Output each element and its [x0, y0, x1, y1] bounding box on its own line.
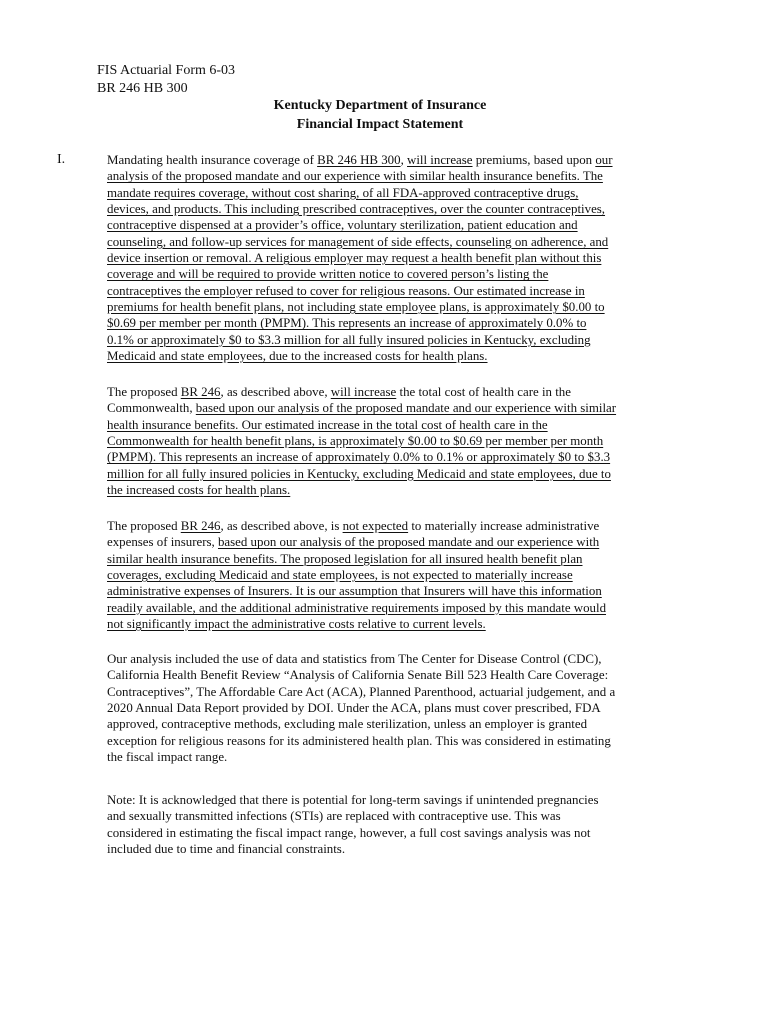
text-line [107, 201, 657, 217]
text-line [107, 384, 657, 400]
paragraph-analysis-sources [107, 651, 657, 765]
text-line [107, 616, 657, 632]
text-run: Our analysis included the use of data and statistics from The Center for Disease Control (CDC), [107, 652, 602, 666]
text-line [107, 518, 657, 534]
text-line [107, 283, 657, 299]
text-run: , [400, 153, 408, 167]
text-line [107, 651, 657, 667]
underlined-text: premiums for health benefit plans, not including state employee plans, is approximately $0.00 to [107, 300, 605, 315]
text-line [107, 185, 657, 201]
text-run: Contraceptives”, The Affordable Care Act (ACA), Planned Parenthood, actuarial judgement, and a [107, 684, 616, 699]
text-run: premiums, based upon [472, 153, 596, 167]
text-line [107, 583, 657, 599]
underlined-text: analysis of the proposed mandate and our experience with similar health insurance benefits. The [107, 169, 603, 184]
underlined-text: will increase [330, 385, 397, 399]
text-line [107, 266, 657, 282]
text-line [107, 299, 657, 315]
underlined-text: mandate requires coverage, without cost sharing, of all FDA-approved contraceptive drugs, [107, 185, 579, 200]
form-id: FIS Actuarial Form 6-03 [97, 63, 236, 78]
document-subtitle: Financial Impact Statement [296, 117, 464, 132]
text-line [107, 841, 657, 857]
text-line [107, 700, 657, 716]
underlined-text: contraceptives the employer refused to cover for religious reasons. Our estimated increase in [107, 283, 585, 298]
paragraph-note [107, 792, 657, 857]
section-number: I. [57, 152, 66, 167]
underlined-text: based upon our analysis of the proposed mandate and our experience with [217, 535, 600, 550]
underlined-text: the increased costs for health plans. [107, 483, 291, 498]
bill-id: BR 246 HB 300 [97, 81, 188, 96]
text-run: Commonwealth, [107, 401, 196, 416]
text-line [107, 433, 657, 449]
underlined-text: health insurance benefits. Our estimated increase in the total cost of health care in the [107, 417, 548, 432]
text-line [107, 733, 657, 749]
underlined-text: BR 246 HB 300 [317, 153, 401, 167]
text-run: California Health Benefit Review “Analysis of California Senate Bill 523 Health Care Coverage: [107, 668, 609, 683]
text-line [107, 152, 657, 168]
underlined-text: Commonwealth for health benefit plans, is approximately $0.00 to $0.69 per member per month [107, 434, 604, 449]
text-line [107, 250, 657, 266]
document-title: Kentucky Department of Insurance [273, 98, 487, 113]
text-line [107, 348, 657, 364]
text-run: the total cost of health care in the [396, 385, 571, 399]
text-line [107, 482, 657, 498]
underlined-text: 0.1% or approximately $0 to $3.3 million for all fully insured policies in Kentucky, excluding [107, 332, 591, 347]
underlined-text: coverages, excluding Medicaid and state employees, is not expected to materially increase [107, 568, 573, 583]
text-line [107, 534, 657, 550]
text-line [107, 449, 657, 465]
text-run: the fiscal impact range. [107, 750, 228, 765]
paragraph-impact-premiums [107, 152, 657, 364]
underlined-text: our [595, 153, 613, 167]
text-run: The proposed [107, 519, 181, 533]
text-line [107, 315, 657, 331]
text-line [107, 217, 657, 233]
text-line [107, 234, 657, 250]
text-line [107, 749, 657, 765]
text-run: included due to time and financial constraints. [107, 842, 346, 857]
underlined-text: based upon our analysis of the proposed mandate and our experience with similar [195, 401, 617, 416]
underlined-text: counseling, and follow-up services for management of side effects, counseling on adherence, and [107, 234, 609, 249]
text-run: The proposed [107, 385, 181, 399]
underlined-text: $0.69 per member per month (PMPM). This represents an increase of approximately 0.0% to [107, 316, 587, 331]
text-line [107, 466, 657, 482]
underlined-text: BR 246 [180, 519, 221, 533]
underlined-text: similar health insurance benefits. The proposed legislation for all insured health benefit plan [107, 551, 583, 566]
underlined-text: million for all fully insured policies in Kentucky, excluding Medicaid and state employees, due to [107, 466, 611, 481]
text-line [107, 825, 657, 841]
underlined-text: readily available, and the additional administrative requirements imposed by this mandate would [107, 600, 607, 615]
text-run: Note: It is acknowledged that there is potential for long-term savings if unintended pregnancies [107, 793, 599, 807]
text-run: , as described above, [220, 385, 331, 399]
text-run: expenses of insurers, [107, 535, 218, 550]
text-line [107, 792, 657, 808]
text-line [107, 168, 657, 184]
text-line [107, 400, 657, 416]
underlined-text: not expected [342, 519, 409, 533]
text-line [107, 332, 657, 348]
text-run: 2020 Annual Data Report provided by DOI. Under the ACA, plans must cover prescribed, FDA [107, 701, 601, 716]
underlined-text: will increase [407, 153, 473, 167]
text-line [107, 567, 657, 583]
text-run: and sexually transmitted infections (STIs) are replaced with contraceptive use. This was [107, 809, 561, 824]
underlined-text: (PMPM). This represents an increase of approximately 0.0% to 0.1% or approximately $0 to $3.3 [107, 450, 611, 465]
text-run: considered in estimating the fiscal impact range, however, a full cost savings analysis was not [107, 825, 591, 840]
text-run: approved, contraceptive methods, excluding male sterilization, unless an employer is granted [107, 717, 588, 732]
text-line [107, 417, 657, 433]
text-run: Mandating health insurance coverage of [107, 153, 318, 167]
text-run: to materially increase administrative [408, 519, 600, 533]
underlined-text: device insertion or removal. A religious employer may request a health benefit plan without this [107, 251, 602, 266]
text-run: exception for religious reasons for its administered health plan. This was considered in estimating [107, 733, 611, 748]
underlined-text: devices, and products. This including prescribed contraceptives, over the counter contraceptives, [107, 202, 606, 217]
underlined-text: not significantly impact the administrative costs relative to current levels. [107, 617, 486, 632]
text-run: , as described above, is [220, 519, 343, 533]
underlined-text: coverage and will be required to provide written notice to covered person’s listing the [107, 267, 549, 282]
underlined-text: administrative expenses of Insurers. It is our assumption that Insurers will have this information [107, 584, 602, 599]
text-line [107, 600, 657, 616]
text-line [107, 684, 657, 700]
text-line [107, 551, 657, 567]
paragraph-administrative-expenses [107, 518, 657, 632]
text-line [107, 808, 657, 824]
text-line [107, 716, 657, 732]
text-line [107, 667, 657, 683]
underlined-text: contraceptive dispensed at a provider’s office, voluntary sterilization, patient education and [107, 218, 578, 233]
paragraph-total-cost [107, 384, 657, 498]
underlined-text: Medicaid and state employees, due to the increased costs for health plans. [107, 349, 488, 364]
underlined-text: BR 246 [180, 385, 221, 399]
